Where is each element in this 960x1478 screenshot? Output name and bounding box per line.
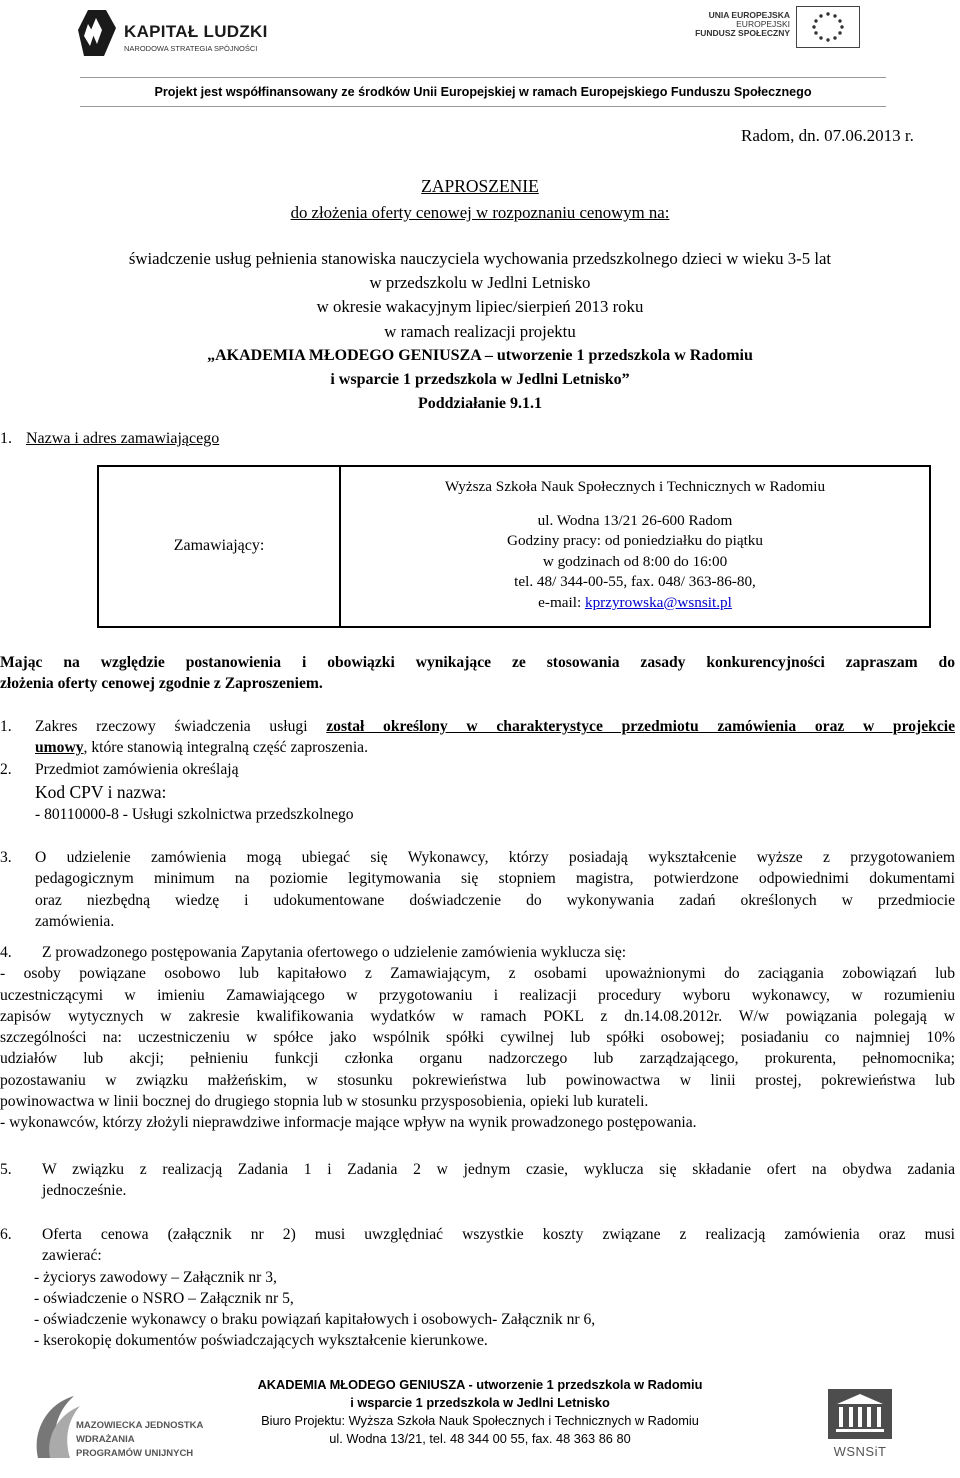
item-1-text-a: Zakres rzeczowy świadczenia usługi — [35, 718, 327, 735]
item-5-line-2: jednocześnie. — [42, 1182, 127, 1200]
item-6-bullet-4: - kserokopię dokumentów poświadczających wykształcenie kierunkowe. — [34, 1332, 488, 1350]
item-5 — [0, 1159, 955, 1202]
intro-paragraph — [0, 652, 955, 695]
item-4-line-4: szczególności na: uczestniczeniu w spółce jako wspólnik spółki cywilnej lub spółki osobowej; posiadaniu co najmniej 10% — [0, 1029, 955, 1047]
item-1-text-b: został określony w charakterystyce przedmiotu zamówienia oraz w projekcie — [326, 718, 955, 735]
item-4-line-7: powinowactwa w linii bocznej do drugiego stopnia lub w stosunku przysposobienia, opieki lub kurateli. — [0, 1093, 649, 1111]
zamawiajacy-phone: tel. 48/ 344-00-55, fax. 048/ 363-86-80, — [514, 573, 756, 591]
subject-line-6: i wsparcie 1 przedszkola w Jedlni Letnisko” — [330, 371, 630, 389]
item-6-line-1: Oferta cenowa (załącznik nr 2) musi uwzględniać wszystkie koszty związane z realizacją zamówienia oraz musi — [42, 1226, 955, 1243]
mjwpu-line-2: WDRAŻANIA — [76, 1434, 135, 1445]
eu-flag-icon — [796, 6, 860, 48]
kapital-ludzki-logo — [76, 8, 268, 60]
eu-label-line2: EUROPEJSKI — [736, 19, 790, 29]
item-4-line-5: udziałów lub akcji; pełnieniu funkcji członka organu nadzorczego lub zarządzającego, prokurenta, pełnomocnika; — [0, 1050, 955, 1068]
item-2-number: 2. — [0, 761, 12, 778]
item-4-number: 4. — [0, 944, 12, 961]
zamawiajacy-email-link[interactable]: kprzyrowska@wsnsit.pl — [584, 593, 732, 611]
mjwpu-line-3: PROGRAMÓW UNIJNYCH — [76, 1448, 194, 1459]
zamawiajacy-hours-1: Godziny pracy: od poniedziałku do piątku — [506, 532, 763, 550]
item-1-text-c: umowy — [35, 739, 84, 757]
item-4-line-2: uczestniczącymi w imieniu Zamawiającego w przygotowaniu i realizacji procedury wyboru wykonawcy, w rozumieniu — [0, 986, 955, 1004]
item-2 — [0, 759, 955, 826]
item-1 — [0, 716, 955, 759]
item-6-bullet-3: - oświadczenie wykonawcy o braku powiązań kapitałowych i osobowych- Załącznik nr 6, — [34, 1311, 596, 1329]
item-6 — [0, 1224, 955, 1352]
item-2-text: Przedmiot zamówienia określają — [35, 761, 239, 778]
eu-label-line1: UNIA EUROPEJSKA — [708, 10, 790, 20]
section-1-number: 1. — [0, 430, 12, 447]
zamawiajacy-hours-2: w godzinach od 8:00 do 16:00 — [542, 552, 728, 570]
subject-line-2: w przedszkolu w Jedlni Letnisko — [369, 273, 591, 293]
item-4-heading: Z prowadzonego postępowania Zapytania ofertowego o udzielenie zamówienia wyklucza się: — [42, 944, 627, 961]
header-rule-bottom — [80, 106, 886, 107]
footer-project-info — [218, 1376, 742, 1448]
section-1-heading — [0, 430, 219, 448]
kl-name: KAPITAŁ LUDZKI — [124, 22, 268, 41]
intro-line-2: złożenia oferty cenowej zgodnie z Zaproszeniem. — [0, 675, 323, 693]
mjwpu-line-1: MAZOWIECKA JEDNOSTKA — [76, 1420, 204, 1431]
wsnsit-building-icon — [827, 1388, 893, 1440]
item-3-number: 3. — [0, 849, 12, 866]
kl-subtitle: NARODOWA STRATEGIA SPÓJNOŚCI — [124, 44, 258, 53]
wsnsit-label: WSNSiT — [833, 1444, 887, 1459]
item-3-line-1: O udzielenie zamówienia mogą ubiegać się Wykonawcy, którzy posiadają wykształcenie wyższe z przygotowaniem — [35, 849, 955, 866]
item-1-line-1 — [35, 716, 955, 737]
item-5-number: 5. — [0, 1161, 12, 1178]
document-title: ZAPROSZENIE — [421, 176, 539, 196]
mjwpu-logo — [28, 1390, 218, 1468]
subject-block — [0, 247, 960, 416]
zamawiajacy-address: ul. Wodna 13/21 26-600 Radom — [537, 511, 733, 529]
document-subtitle: do złożenia oferty cenowej w rozpoznaniu cenowym na: — [290, 203, 670, 222]
item-6-number: 6. — [0, 1226, 12, 1243]
item-6-line-2: zawierać: — [42, 1247, 102, 1265]
subject-line-3: w okresie wakacyjnym lipiec/sierpień 2013 roku — [316, 297, 644, 317]
item-6-bullet-1: - życiorys zawodowy – Załącznik nr 3, — [34, 1268, 277, 1286]
item-4-line-1: - osoby powiązane osobowo lub kapitałowo z Zamawiającym, z osobami upoważnionymi do zaciągania zobowiązań lub — [0, 965, 955, 983]
subject-line-5: „AKADEMIA MŁODEGO GENIUSZA – utworzenie 1 przedszkola w Radomiu — [207, 346, 753, 364]
item-6-bullet-2: - oświadczenie o NSRO – Załącznik nr 5, — [34, 1289, 294, 1307]
item-3-line-2: pedagogicznym minimum na poziomie legitymowania się stopniem magistra, potwierdzone odpowiednimi dokumentami — [35, 870, 955, 888]
item-4-line-3: zapisów wytycznych w zakresie kwalifikowania wydatków w ramach POKL z dn.14.08.2012r. W/w powiązania polegają w — [0, 1007, 955, 1025]
project-banner: Projekt jest współfinansowany ze środków Unii Europejskiej w ramach Europejskiego Funduszu Społecznego — [154, 85, 812, 99]
intro-line-1: Mając na względzie postanowienia i obowiązki wynikające ze stosowania zasady konkurencyjności zapraszam do — [0, 654, 955, 671]
footer-line-2: i wsparcie 1 przedszkola w Jedlni Letnisko — [350, 1395, 610, 1410]
item-4-line-8: - wykonawców, którzy złożyli nieprawdziwe informacje mające wpływ na wynik prowadzonego postępowania. — [0, 1114, 697, 1132]
zamawiajacy-name: Wyższa Szkoła Nauk Społecznych i Technicznych w Radomiu — [444, 478, 826, 495]
item-1-text-d: , które stanowią integralną część zaproszenia. — [83, 739, 368, 757]
section-1-title: Nazwa i adres zamawiającego — [26, 430, 220, 447]
kapital-ludzki-emblem-icon — [76, 8, 120, 58]
item-1-number: 1. — [0, 718, 12, 735]
item-1-line-2 — [35, 737, 955, 758]
subject-line-1: świadczenie usług pełnienia stanowiska nauczyciela wychowania przedszkolnego dzieci w wieku 3-5 lat — [128, 249, 832, 268]
subject-line-4: w ramach realizacji projektu — [384, 321, 576, 341]
header-rule-top — [80, 77, 886, 78]
zamawiajacy-email-label: e-mail: — [538, 593, 585, 611]
footer-line-1: AKADEMIA MŁODEGO GENIUSZA - utworzenie 1 przedszkola w Radomiu — [257, 1377, 703, 1392]
item-4 — [0, 942, 955, 1134]
item-5-line-1: W związku z realizacją Zadania 1 i Zadania 2 w jednym czasie, wyklucza się składanie ofert na obydwa zadania — [42, 1161, 955, 1178]
subject-line-7: Poddziałanie 9.1.1 — [417, 395, 542, 413]
eu-label-line3: FUNDUSZ SPOŁECZNY — [695, 28, 790, 38]
item-2-cpv-label: Kod CPV i nazwa: — [35, 782, 167, 803]
item-3-line-3: oraz niezbędną wiedzę i udokumentowane doświadczenie do wykonywania zadań określonych w przedmiocie — [35, 891, 955, 909]
zamawiajacy-table — [97, 465, 931, 628]
eu-label — [690, 11, 790, 38]
item-3 — [0, 847, 955, 932]
footer-line-4: ul. Wodna 13/21, tel. 48 344 00 55, fax. 48 363 86 80 — [329, 1431, 631, 1446]
footer-line-3: Biuro Projektu: Wyższa Szkoła Nauk Społecznych i Technicznych w Radomiu — [261, 1413, 699, 1428]
document-date: Radom, dn. 07.06.2013 r. — [741, 126, 914, 145]
zamawiajacy-label: Zamawiający: — [173, 537, 265, 554]
item-2-cpv-code: - 80110000-8 - Usługi szkolnictwa przedszkolnego — [35, 806, 354, 824]
zamawiajacy-email-row — [341, 593, 929, 614]
wsnsit-logo — [825, 1388, 895, 1468]
item-4-line-6: pozostawaniu w związku małżeńskim, w stosunku pokrewieństwa lub powinowactwa w linii prostej, pokrewieństwa lub — [0, 1071, 955, 1089]
zamawiajacy-details — [341, 477, 929, 614]
item-3-line-4: zamówienia. — [35, 912, 115, 930]
